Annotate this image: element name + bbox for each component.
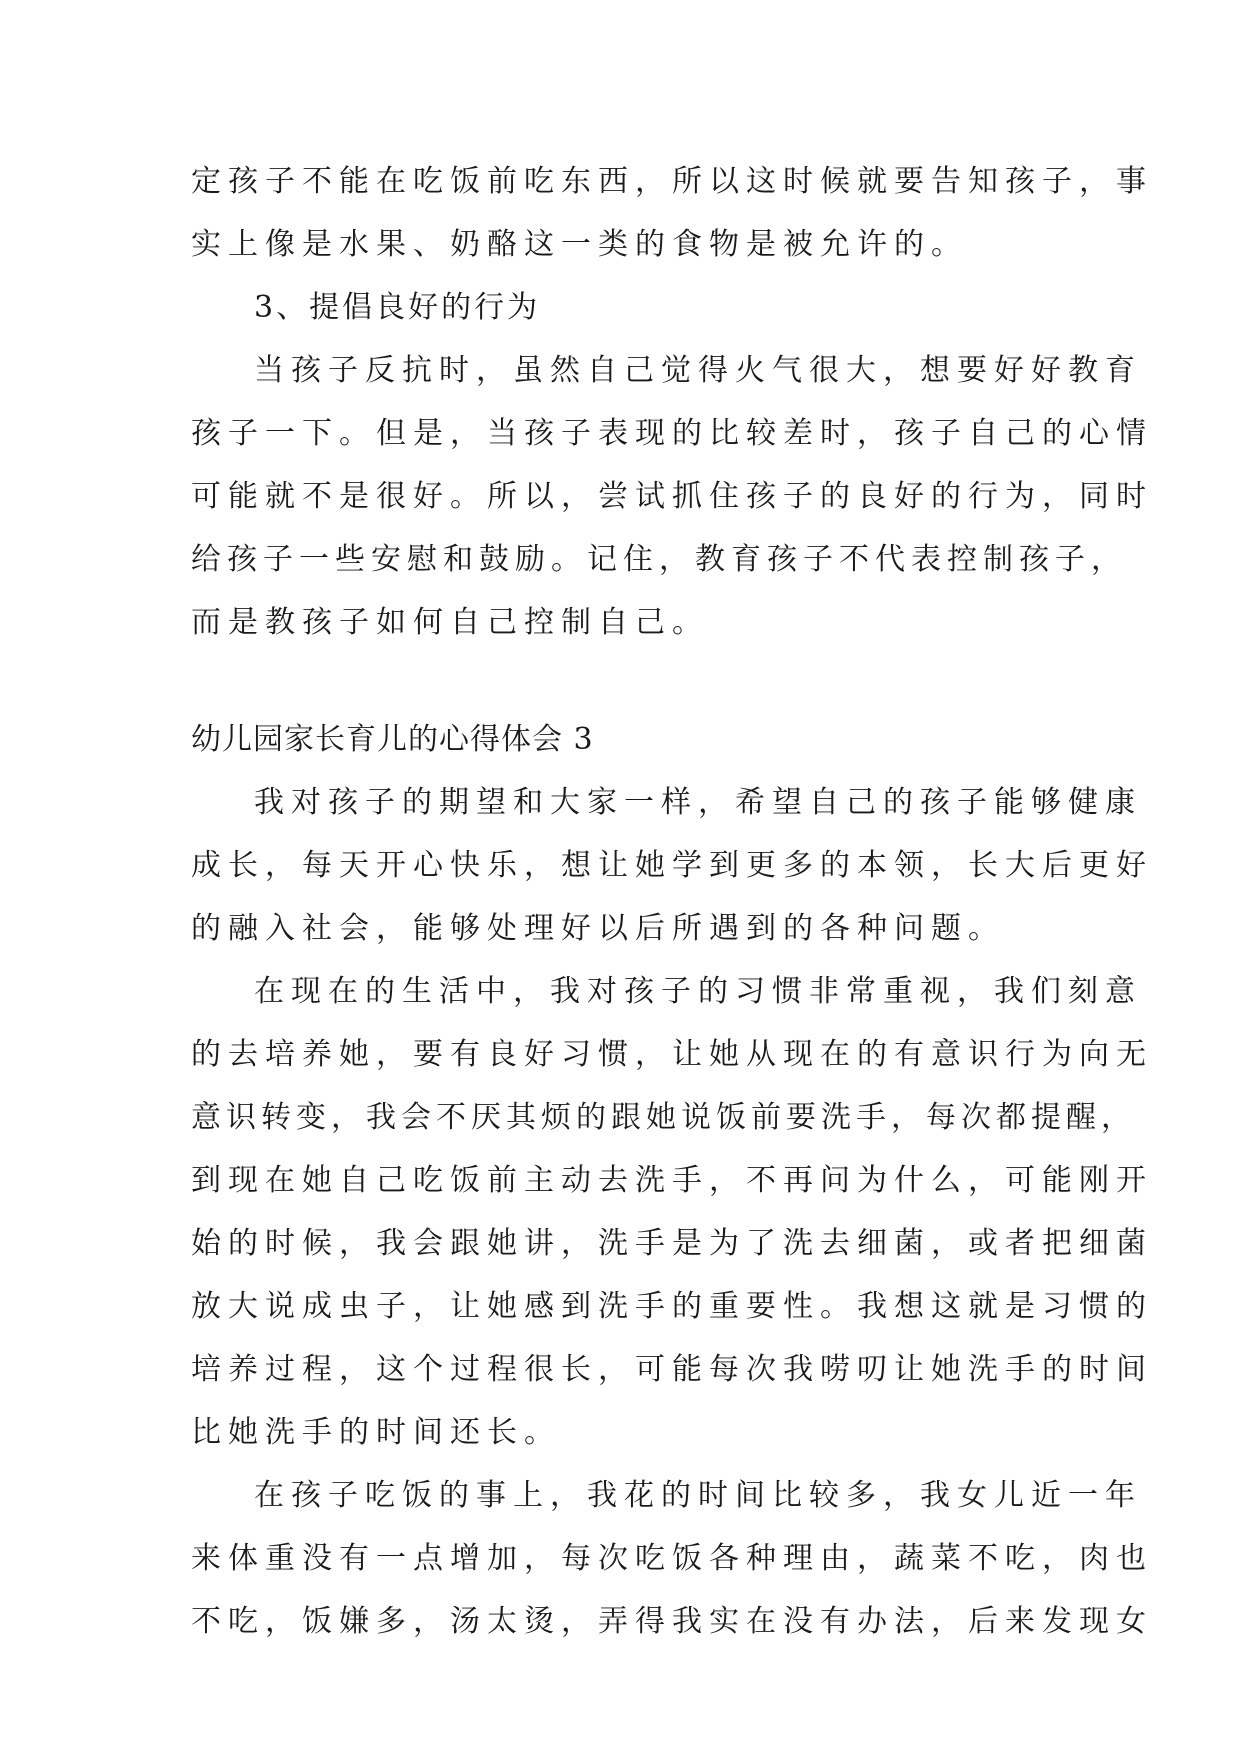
paragraph-line: 在现在的生活中，我对孩子的习惯非常重视，我们刻意 — [254, 974, 1142, 1009]
paragraph — [191, 1464, 1153, 1653]
section-title: 3、提倡良好的行为 — [254, 290, 541, 325]
section-paragraph — [191, 339, 1153, 654]
paragraph — [191, 960, 1153, 1464]
continued-paragraph — [191, 150, 1153, 276]
paragraph-line: 而是教孩子如何自己控制自己。 — [191, 605, 709, 640]
paragraph-line: 培养过程，这个过程很长，可能每次我唠叨让她洗手的时间 — [191, 1352, 1153, 1387]
paragraph — [191, 771, 1153, 960]
paragraph-line: 来体重没有一点增加，每次吃饭各种理由，蔬菜不吃，肉也 — [191, 1541, 1153, 1576]
paragraph-line: 到现在她自己吃饭前主动去洗手，不再问为什么，可能刚开 — [191, 1163, 1153, 1198]
paragraph-line: 给孩子一些安慰和鼓励。记住，教育孩子不代表控制孩子， — [191, 542, 1127, 577]
paragraph-line: 定孩子不能在吃饭前吃东西，所以这时候就要告知孩子，事 — [191, 164, 1153, 199]
paragraph-line: 在孩子吃饭的事上，我花的时间比较多，我女儿近一年 — [254, 1478, 1142, 1513]
paragraph-line: 的融入社会，能够处理好以后所遇到的各种问题。 — [191, 911, 1005, 946]
essay-heading: 幼儿园家长育儿的心得体会 3 — [191, 722, 594, 757]
paragraph-line: 当孩子反抗时，虽然自己觉得火气很大，想要好好教育 — [254, 353, 1142, 388]
paragraph-line: 的去培养她，要有良好习惯，让她从现在的有意识行为向无 — [191, 1037, 1153, 1072]
paragraph-line: 我对孩子的期望和大家一样，希望自己的孩子能够健康 — [254, 785, 1142, 820]
paragraph-line: 始的时候，我会跟她讲，洗手是为了洗去细菌，或者把细菌 — [191, 1226, 1153, 1261]
paragraph-line: 意识转变，我会不厌其烦的跟她说饭前要洗手，每次都提醒， — [191, 1100, 1136, 1135]
paragraph-line: 成长，每天开心快乐，想让她学到更多的本领，长大后更好 — [191, 848, 1153, 883]
paragraph-line: 可能就不是很好。所以，尝试抓住孩子的良好的行为，同时 — [191, 479, 1153, 514]
section-gap — [191, 654, 1061, 708]
document-body — [191, 150, 1153, 1653]
paragraph-line: 放大说成虫子，让她感到洗手的重要性。我想这就是习惯的 — [191, 1289, 1153, 1324]
paragraph-line: 实上像是水果、奶酪这一类的食物是被允许的。 — [191, 227, 968, 262]
paragraph-line: 孩子一下。但是，当孩子表现的比较差时，孩子自己的心情 — [191, 416, 1153, 451]
paragraph-line: 比她洗手的时间还长。 — [191, 1415, 561, 1450]
paragraph-line: 不吃，饭嫌多，汤太烫，弄得我实在没有办法，后来发现女 — [191, 1604, 1153, 1639]
